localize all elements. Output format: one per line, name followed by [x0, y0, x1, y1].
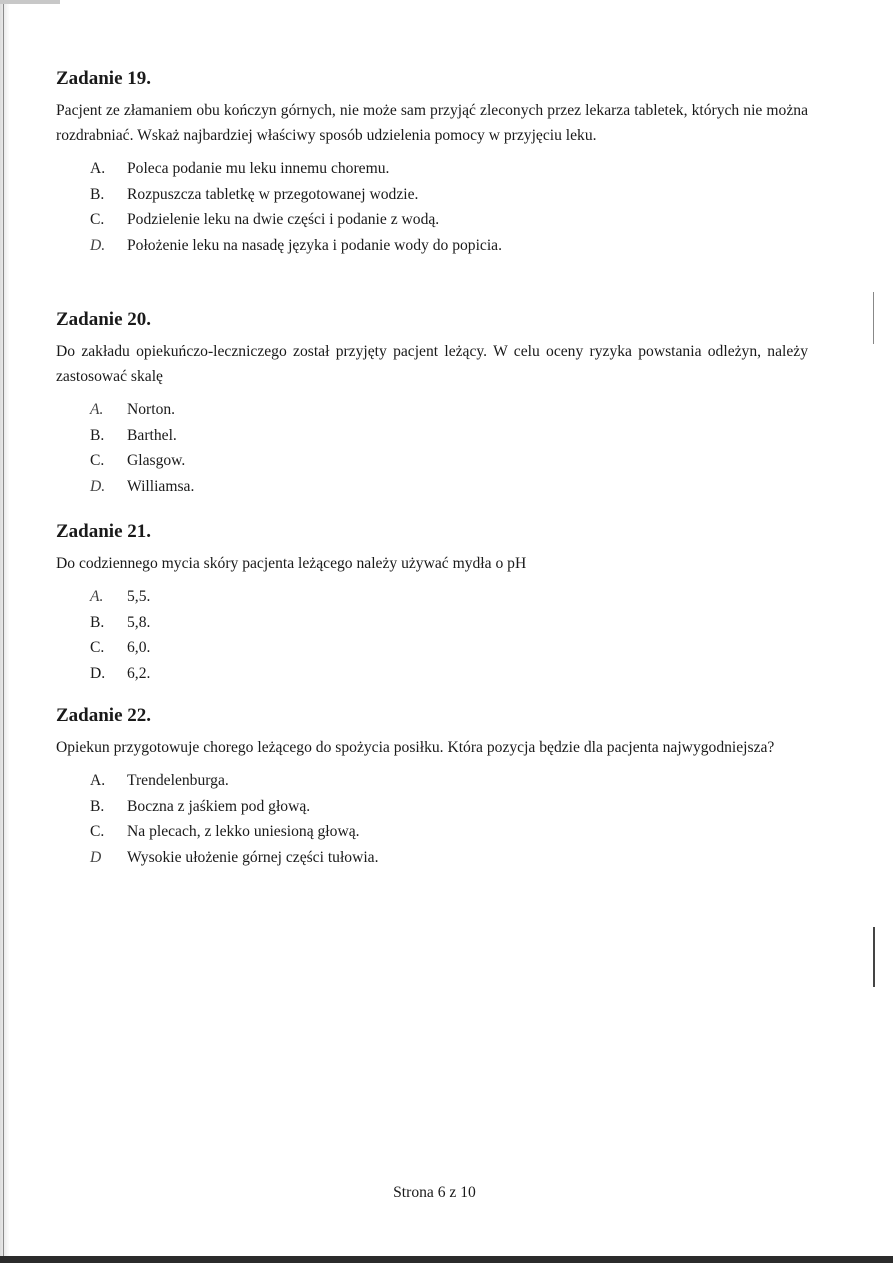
answer-list: [56, 768, 808, 870]
answer-text: Williamsa.: [127, 477, 195, 495]
answer-option-c: [56, 448, 808, 474]
answer-option-a: [56, 397, 808, 423]
answer-option-a: [56, 768, 808, 794]
answer-option-b: [56, 423, 808, 449]
answer-list: [56, 397, 808, 499]
answer-text: Wysokie ułożenie górnej części tułowia.: [127, 848, 379, 866]
task-title: Zadanie 19.: [56, 68, 152, 89]
answer-text: Na plecach, z lekko uniesioną głową.: [127, 823, 360, 840]
answer-option-d: [56, 233, 808, 259]
task-20: [56, 309, 808, 499]
scan-edge-shadow: [0, 0, 10, 1263]
answer-text: Poleca podanie mu leku innemu choremu.: [127, 160, 390, 177]
answer-letter: A.: [90, 772, 106, 789]
scan-bottom-edge: [0, 1256, 893, 1263]
answer-option-d: [56, 474, 808, 500]
scan-margin-mark: [873, 292, 874, 344]
answer-letter: D.: [90, 236, 106, 254]
answer-option-c: [56, 819, 808, 845]
answer-list: [56, 584, 808, 686]
answer-text: Glasgow.: [127, 452, 186, 469]
answer-text: Rozpuszcza tabletkę w przegotowanej wodzie.: [127, 185, 419, 203]
task-22: [56, 705, 808, 870]
task-21: [56, 521, 808, 686]
answer-letter: C.: [90, 823, 105, 840]
task-19: [56, 68, 808, 258]
answer-text: Trendelenburga.: [127, 772, 229, 789]
answer-text: 6,0.: [127, 639, 151, 656]
scan-margin-mark: [873, 927, 875, 987]
page-number: Strona 6 z 10: [393, 1184, 476, 1201]
answer-letter: C.: [90, 452, 105, 469]
task-title: Zadanie 22.: [56, 705, 152, 726]
answer-text: Podzielenie leku na dwie części i podanie z wodą.: [127, 211, 440, 228]
answer-option-c: [56, 635, 808, 661]
answer-letter: B.: [90, 185, 105, 203]
answer-text: 5,8.: [127, 613, 151, 631]
answer-letter: C.: [90, 211, 105, 228]
scan-edge-line: [3, 0, 4, 1263]
answer-text: 5,5.: [127, 588, 151, 605]
task-question: Opiekun przygotowuje chorego leżącego do spożycia posiłku. Która pozycja będzie dla pacjenta najwygodniejsza?: [56, 739, 775, 756]
task-title: Zadanie 20.: [56, 309, 152, 330]
answer-option-b: [56, 610, 808, 636]
task-question: Pacjent ze złamaniem obu kończyn górnych, nie może sam przyjąć zleconych przez lekarza tabletek, których nie można rozdrabniać. Wskaż najbardziej właściwy sposób udzielenia pomocy w przyjęciu leku.: [56, 102, 808, 144]
answer-option-d: [56, 661, 808, 687]
answer-option-c: [56, 207, 808, 233]
answer-option-a: [56, 584, 808, 610]
answer-text: Położenie leku na nasadę języka i podanie wody do popicia.: [127, 236, 502, 254]
answer-letter: A.: [90, 401, 104, 418]
answer-list: [56, 156, 808, 258]
answer-letter: D: [90, 848, 102, 866]
answer-text: Boczna z jaśkiem pod głową.: [127, 797, 311, 815]
task-title: Zadanie 21.: [56, 521, 152, 542]
answer-letter: B.: [90, 797, 105, 815]
answer-letter: A.: [90, 160, 106, 177]
scan-top-artifact: [0, 0, 60, 4]
answer-text: 6,2.: [127, 664, 151, 682]
answer-option-d: [56, 845, 808, 871]
answer-letter: B.: [90, 426, 105, 444]
answer-option-b: [56, 794, 808, 820]
answer-letter: B.: [90, 613, 105, 631]
answer-letter: D.: [90, 664, 106, 682]
answer-text: Barthel.: [127, 426, 177, 444]
page-footer: [0, 1184, 893, 1202]
answer-letter: A.: [90, 588, 104, 605]
answer-option-b: [56, 182, 808, 208]
answer-letter: C.: [90, 639, 105, 656]
task-question: Do codziennego mycia skóry pacjenta leżącego należy używać mydła o pH: [56, 555, 527, 572]
answer-text: Norton.: [127, 401, 176, 418]
answer-option-a: [56, 156, 808, 182]
answer-letter: D.: [90, 477, 106, 495]
task-question: Do zakładu opiekuńczo-leczniczego został przyjęty pacjent leżący. W celu oceny ryzyka powstania odleżyn, należy zastosować skalę: [56, 343, 808, 385]
